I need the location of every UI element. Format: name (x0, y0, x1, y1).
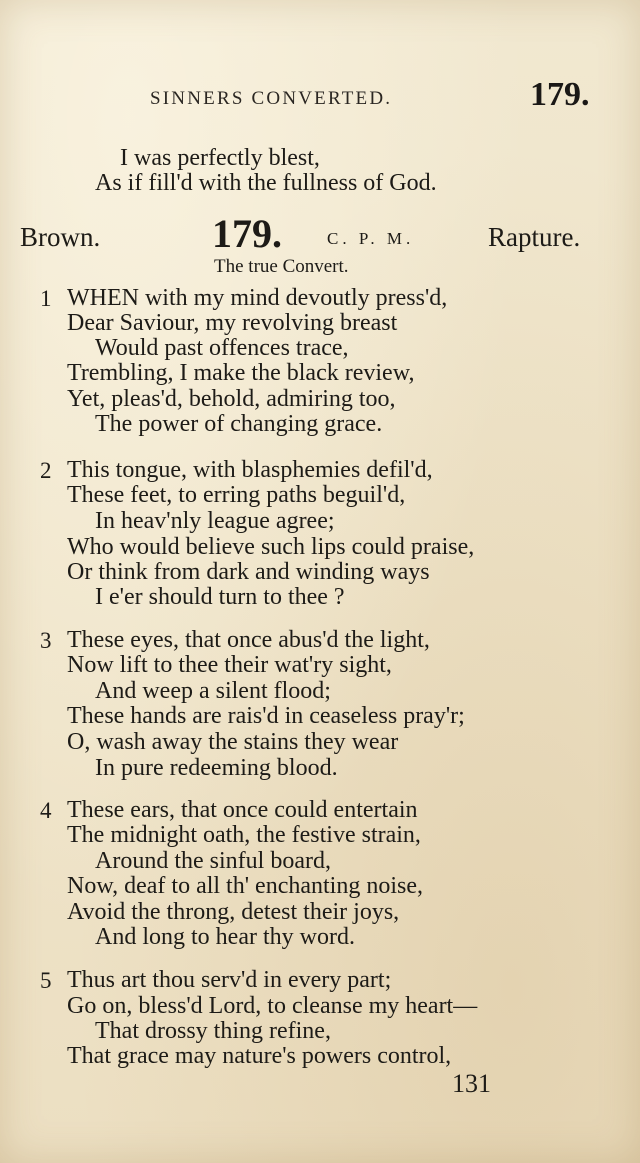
verse-line: These eyes, that once abus'd the light, (67, 627, 430, 653)
hymn-number: 179. (212, 211, 282, 256)
verse-line: The midnight oath, the festive strain, (67, 822, 421, 848)
verse-line: In heav'nly league agree; (95, 508, 335, 534)
verse-number: 4 (40, 798, 52, 823)
tune-name-right: Rapture. (488, 222, 581, 252)
verse-line: That drossy thing refine, (95, 1018, 331, 1044)
carryover-line: As if fill'd with the fullness of God. (95, 170, 437, 196)
verse-line: Avoid the throng, detest their joys, (67, 899, 400, 925)
verse-line: WHEN with my mind devoutly press'd, (67, 285, 448, 311)
running-head: SINNERS CONVERTED. (150, 88, 393, 109)
verse-line: This tongue, with blasphemies defil'd, (67, 457, 433, 483)
verse-line: Trembling, I make the black review, (67, 360, 415, 386)
verse-line: That grace may nature's powers control, (67, 1043, 452, 1069)
verse-number: 1 (40, 286, 52, 311)
tune-name-left: Brown. (20, 222, 101, 252)
verse-line: Now, deaf to all th' enchanting noise, (67, 873, 424, 899)
verse-line: Who would believe such lips could praise, (67, 534, 475, 560)
verse-line: Yet, pleas'd, behold, admiring too, (67, 386, 396, 412)
verse-number: 5 (40, 968, 52, 993)
verse-line: The power of changing grace. (95, 411, 383, 437)
hymn-subtitle: The true Convert. (214, 256, 349, 277)
page-number: 179. (530, 76, 590, 113)
verse-line: Now lift to thee their wat'ry sight, (67, 652, 392, 678)
verse-line: These hands are rais'd in ceaseless pray'r; (67, 703, 465, 729)
hymn-meter: C. P. M. (327, 229, 415, 248)
verse-line: O, wash away the stains they wear (67, 729, 399, 755)
carryover-line: I was perfectly blest, (120, 145, 320, 171)
verse-number: 2 (40, 458, 52, 483)
verse-line: Go on, bless'd Lord, to cleanse my heart— (67, 993, 478, 1019)
verse-line: Or think from dark and winding ways (67, 559, 430, 585)
verse-line: Dear Saviour, my revolving breast (67, 310, 398, 336)
verse-line: And weep a silent flood; (95, 678, 331, 704)
verse-line: Would past offences trace, (95, 335, 349, 361)
verse-line: I e'er should turn to thee ? (95, 584, 345, 610)
verse-line: These feet, to erring paths beguil'd, (67, 482, 406, 508)
verse-line: In pure redeeming blood. (95, 755, 338, 781)
verse-line: Around the sinful board, (95, 848, 331, 874)
verse-line: These ears, that once could entertain (67, 797, 418, 823)
verse-line: Thus art thou serv'd in every part; (67, 967, 392, 993)
signature-number: 131 (452, 1069, 491, 1098)
verse-number: 3 (40, 628, 52, 653)
verse-line: And long to hear thy word. (95, 924, 355, 950)
